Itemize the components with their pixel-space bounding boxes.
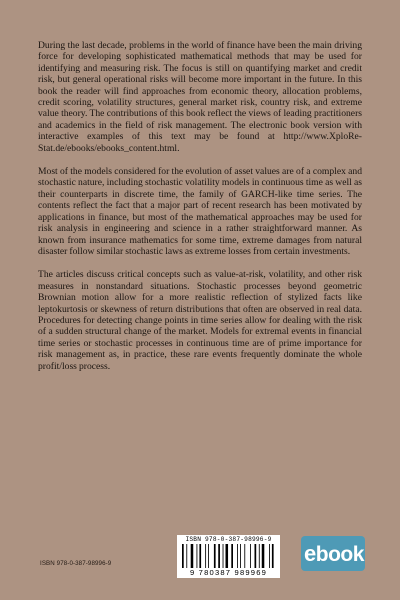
book-description [38,40,362,384]
description-paragraph-2: Most of the models considered for the evolution of asset values are of a complex and stochastic nature, including stochastic volatility models in continuous time as well as their counterparts in discrete time, the family of GARCH-like time series. The contents reflect the fact that a major part of recent research has been motivated by applications in finance, but most of the mathematical approaches may be used for risk analysis in engineering and science in a rather straightforward manner. As known from insurance mathematics for some time, extreme damages from natural disaster follow similar stochastic laws as extreme losses from certain investments. [38,166,362,257]
barcode-digits: 9 780387 989969 [177,568,280,577]
description-paragraph-3: The articles discuss critical concepts such as value-at-risk, volatility, and other risk measures in nonstandard situations. Stochastic processes beyond geometric Brownian motion allow for a more realistic reflection of stylized facts like leptokurtosis or skewness of return distributions that often are observed in real data. Procedures for detecting change points in time series allow for dealing with the risk of a sudden structural change of the market. Models for extremal events in financial time series or stochastic processes in continuous time are of prime importance for risk management as, in practice, these rare events frequently dominate the whole profit/loss process. [38,269,362,372]
barcode-bars [181,544,276,570]
barcode-isbn-label: ISBN 978-0-387-98996-9 [185,536,272,543]
description-paragraph-1: During the last decade, problems in the world of finance have been the main driving force for developing sophisticated mathematical methods that may be used for identifying and measuring risk. The focus is still on quantifying market and credit risk, but general operational risks will become more important in the future. In this book the reader will find approaches from economic theory, allocation problems, credit scoring, volatility structures, general market risk, country risk, and extreme value theory. The contributions of this book reflect the views of leading practitioners and academics in the field of risk management. The electronic book version with interactive examples of this text may be found at http://www.XploRe-Stat.de/ebooks/ebooks_content.html. [38,40,362,154]
isbn-text: ISBN 978-0-387-98996-9 [40,560,112,567]
ebook-logo [301,536,365,571]
ebook-logo-text: book [315,543,364,566]
ebook-logo-e: e [304,541,316,566]
barcode [177,535,280,578]
